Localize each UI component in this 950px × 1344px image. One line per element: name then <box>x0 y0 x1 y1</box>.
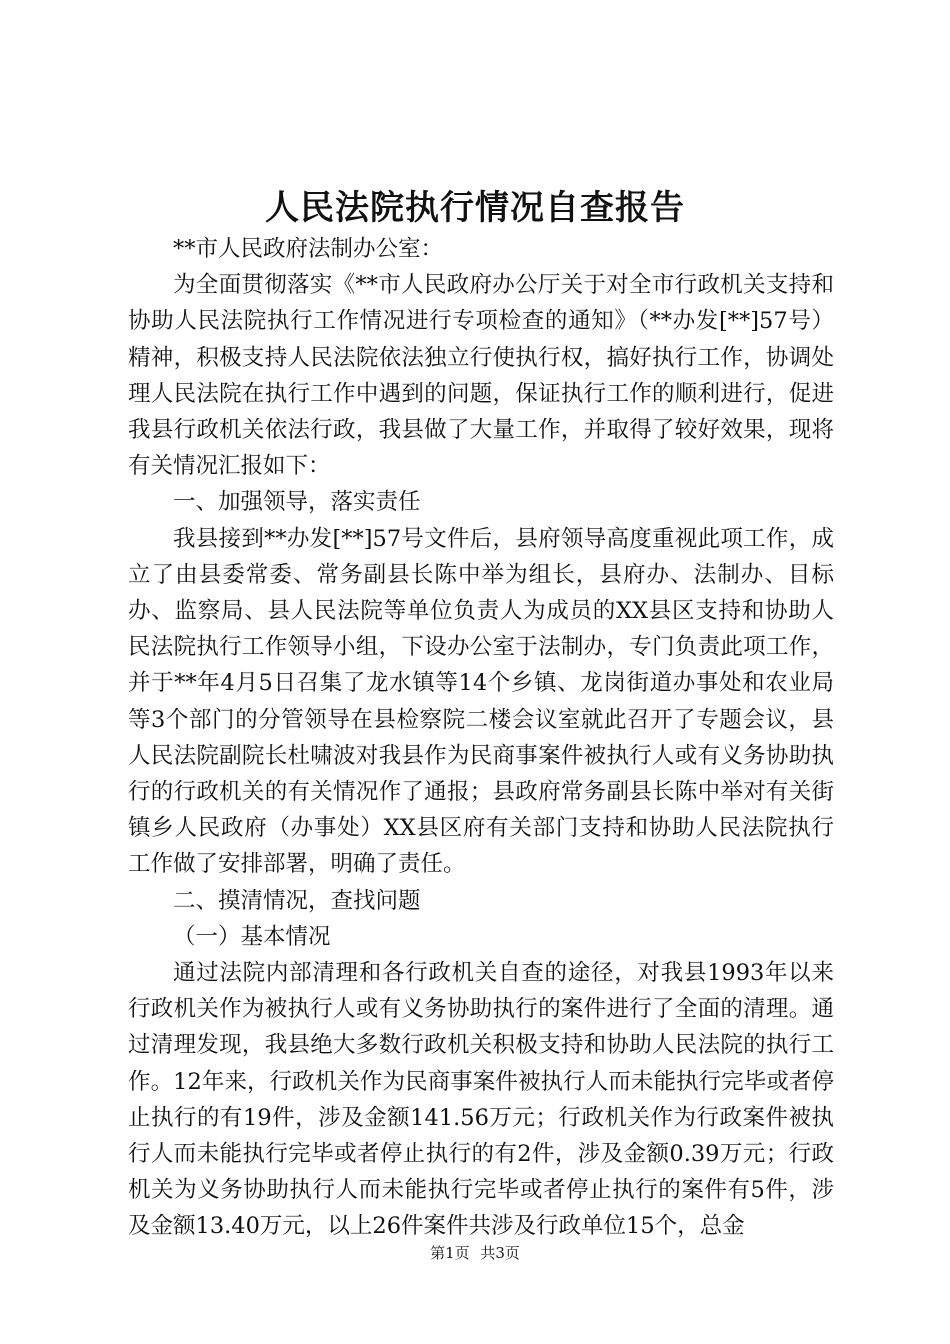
document-body <box>128 231 834 1245</box>
page-footer <box>0 1243 950 1263</box>
section-heading-1: 一、加强领导，落实责任 <box>173 489 421 516</box>
section-1-paragraph: 我县接到**办发[**]57号文件后，县府领导高度重视此项工作，成立了由县委常委、常务副县长陈中举为组长，县府办、法制办、目标办、监察局、县人民法院等单位负责人为成员的XX县区支持和协助人民法院执行工作领导小组，下设办公室于法制办，专门负责此项工作，并于**年4月5日召集了龙水镇等14个乡镇、龙岗街道办事处和农业局等3个部门的分管领导在县检察院二楼会议室就此召开了专题会议，县人民法院副院长杜啸波对我县作为民商事案件被执行人或有义务协助执行的行政机关的有关情况作了通报；县政府常务副县长陈中举对有关街镇乡人民政府（办事处）XX县区府有关部门支持和协助人民法院执行工作做了安排部署，明确了责任。 <box>128 525 834 878</box>
addressee-line: **市人民政府法制办公室： <box>173 236 444 262</box>
section-2-paragraph: 通过法院内部清理和各行政机关自查的途径，对我县1993年以来行政机关作为被执行人或有义务协助执行的案件进行了全面的清理。通过清理发现，我县绝大多数行政机关积极支持和协助人民法院的执行工作。12年来，行政机关作为民商事案件被执行人而未能执行完毕或者停止执行的有19件，涉及金额141.56万元；行政机关作为行政案件被执行人而未能执行完毕或者停止执行的有2件，涉及金额0.39万元；行政机关为义务协助执行人而未能执行完毕或者停止执行的案件有5件，涉及金额13.40万元，以上26件案件共涉及行政单位15个，总金 <box>128 960 834 1240</box>
subsection-heading: （一）基本情况 <box>173 923 331 950</box>
intro-paragraph: 为全面贯彻落实《**市人民政府办公厅关于对全市行政机关支持和协助人民法院执行工作情况进行专项检查的通知》（**办发[**]57号）精神，积极支持人民法院依法独立行使执行权，搞好执行工作，协调处理人民法院在执行工作中遇到的问题，保证执行工作的顺利进行，促进我县行政机关依法行政，我县做了大量工作，并取得了较好效果，现将有关情况汇报如下： <box>128 272 834 480</box>
document-title: 人民法院执行情况自查报告 <box>265 188 685 228</box>
page-number: 第1页 <box>430 1244 470 1262</box>
section-heading-2: 二、摸清情况，查找问题 <box>173 887 421 914</box>
page-total: 共3页 <box>480 1244 520 1262</box>
